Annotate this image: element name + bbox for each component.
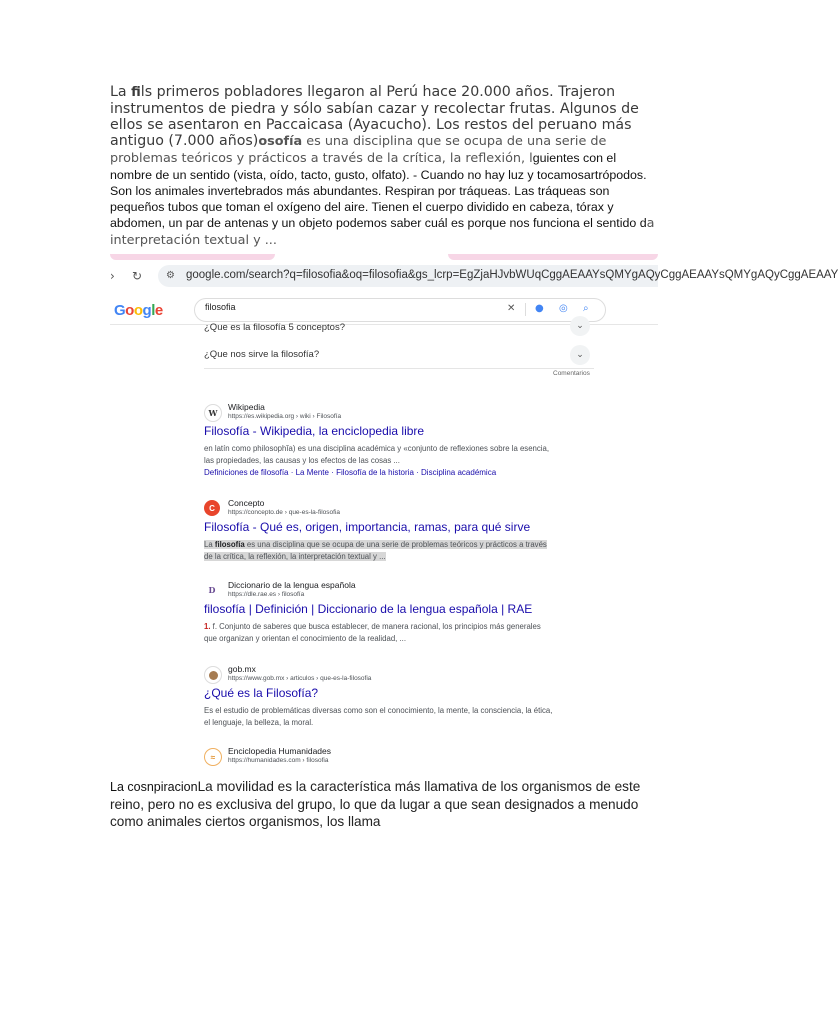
result-site-name: Diccionario de la lengua española xyxy=(228,580,356,590)
result-snippet xyxy=(204,539,554,563)
para1-text-7: a interpretación textual y ... xyxy=(110,216,655,248)
tab-strip-left xyxy=(110,254,275,260)
sitelink[interactable]: La Mente xyxy=(295,468,329,477)
chevron-down-icon[interactable]: ⌄ xyxy=(570,345,590,365)
result-title-link[interactable]: filosofía | Definición | Diccionario de la lengua española | RAE xyxy=(204,602,533,616)
para1-text-2: fi xyxy=(131,85,141,100)
result-site-name: Enciclopedia Humanidades xyxy=(228,746,332,756)
site-settings-icon[interactable]: ⚙ xyxy=(166,270,175,281)
sitelink[interactable]: Disciplina académica xyxy=(421,468,497,477)
result-title-link[interactable]: Filosofía - Wikipedia, la enciclopedia libre xyxy=(204,424,425,438)
tab-strip-right xyxy=(448,254,658,260)
paa-divider xyxy=(204,368,594,369)
result-title-link[interactable]: Filosofía - Qué es, origen, importancia, ramas, para qué sirve xyxy=(204,520,531,534)
snippet-pre: La xyxy=(204,540,215,549)
rae-favicon-icon: D xyxy=(204,582,220,598)
result-snippet: Es el estudio de problemáticas diversas como son el conocimiento, la mente, la consciencia, la ética, el lenguaje, la belleza, la moral. xyxy=(204,706,553,727)
sitelink[interactable]: Filosofía de la historia xyxy=(336,468,414,477)
result-title-link[interactable]: ¿Qué es la Filosofía? xyxy=(204,686,319,700)
snippet-bold: filosofía xyxy=(214,540,245,549)
gobmx-favicon-icon xyxy=(204,666,222,684)
result-snippet: en latín como philosophĭa) es una disciplina académica y «conjunto de reflexiones sobre la esencia, las propiedades, las causas y los efectos de las cosas ... xyxy=(204,444,550,465)
para1-text-4: osofía xyxy=(258,134,303,149)
para1-text-5: es una disciplina que se ocupa de una serie de problemas teóricos y prácticos a través de la crítica, la reflexión, l xyxy=(110,134,607,166)
result-sitelinks: Definiciones de filosofía · La Mente · Filosofía de la historia · Disciplina académica xyxy=(204,468,497,477)
search-input[interactable] xyxy=(205,302,485,312)
snippet-text: f. Conjunto de saberes que busca establecer, de manera racional, los principios más generales que organizan y orientan el conocimiento de la realidad, ... xyxy=(204,622,541,643)
document-paragraph-top xyxy=(110,84,658,249)
result-cite: https://dle.rae.es › filosofía xyxy=(228,591,305,598)
result-cite: https://es.wikipedia.org › wiki › Filosofía xyxy=(228,413,342,420)
browser-address-bar xyxy=(110,264,838,290)
document-paragraph-bottom xyxy=(110,778,660,830)
embedded-search-screenshot xyxy=(110,254,838,770)
search-icon[interactable]: ⌕ xyxy=(583,303,589,314)
para1-text-3: ls primeros pobladores llegaron al Perú hace 20.000 años. Trajeron instrumentos de piedra y sólo sabían cazar y recolectar frutas. Algunos de ellos se asentaron en Paccaicasa (Ayacucho). Los restos del peruano más antiguo (7.000 años) xyxy=(110,84,639,149)
chevron-down-icon[interactable]: ⌄ xyxy=(570,316,590,336)
para2-text: La movilidad es la característica más llamativa de los organismos de este reino, pero no es exclusiva del grupo, lo que da lugar a que sean designados a menudo como animales ciertos organismos, los llama xyxy=(110,779,641,829)
snippet-number: 1. xyxy=(204,622,211,631)
search-divider xyxy=(525,303,526,316)
paa-question-partial[interactable]: ¿Que es la filosofía 5 conceptos? xyxy=(204,322,345,333)
result-site-name: Wikipedia xyxy=(228,402,265,412)
humanidades-favicon-icon: ≈ xyxy=(204,748,222,766)
para1-text-6: guientes con el nombre de un sentido (vista, oído, tacto, gusto, olfato). - Cuando no hay luz y tocamosartrópodos. Son los animales invertebrados más abundantes. Respiran por tráqueas. Las tráqueas son pequeños tubos que toman el oxígeno del aire. Tienen el cuerpo dividido en cabeza, tórax y abdomen, un par de antenas y un objeto podemos saber cuál es porque nos funciona el sentido d xyxy=(110,151,647,230)
para1-text-1: La xyxy=(110,84,132,100)
feedback-link[interactable]: Comentarios xyxy=(553,370,590,377)
result-snippet xyxy=(204,621,554,645)
search-box xyxy=(194,298,606,322)
result-cite: https://humanidades.com › filosofia xyxy=(228,757,329,764)
close-icon[interactable]: ✕ xyxy=(507,303,516,314)
back-arrow-icon[interactable]: › xyxy=(110,269,115,283)
result-cite: https://www.gob.mx › articulos › que-es-la-filosofia xyxy=(228,675,372,682)
result-site-name: Concepto xyxy=(228,498,265,508)
result-cite: https://concepto.de › que-es-la-filosofia xyxy=(228,509,341,516)
sitelink[interactable]: Definiciones de filosofía xyxy=(204,468,289,477)
para2-lead: La cosnpiracion xyxy=(110,780,198,794)
concepto-favicon-icon: C xyxy=(204,500,220,516)
mic-icon[interactable]: ● xyxy=(535,303,544,314)
reload-icon[interactable]: ↻ xyxy=(132,269,143,283)
snippet-post: es una disciplina que se ocupa de una serie de problemas teóricos y prácticos a través de la crítica, la reflexión, la interpretación textual y ... xyxy=(204,540,547,561)
wikipedia-favicon-icon: W xyxy=(204,404,222,422)
lens-icon[interactable]: ◎ xyxy=(559,303,568,314)
paa-question[interactable]: ¿Que nos sirve la filosofía? xyxy=(204,349,320,360)
result-site-name: gob.mx xyxy=(228,664,256,674)
google-logo[interactable]: Google xyxy=(114,302,163,319)
url-text: google.com/search?q=filosofia&oq=filosofia&gs_lcrp=EgZjaHJvbWUqCggAEAAYsQMYgAQyCggAEAAYsQMYgAQyCggAEAAY xyxy=(186,269,838,281)
